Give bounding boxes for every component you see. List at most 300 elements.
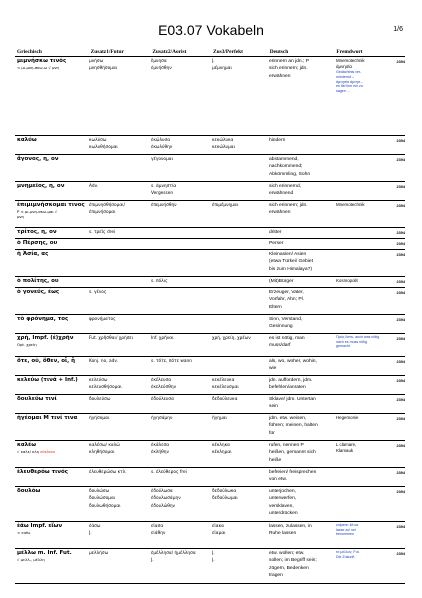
zusatz1-cell [89,334,151,342]
zusatz2-cell [151,57,212,73]
loanword-note: nach es muss nötig [336,339,367,344]
fremdwort-cell [336,155,387,156]
fremdwort-cell [336,522,387,537]
german-meaning: unterjochen, [269,489,296,494]
loanword: Mnemotechnik [336,202,365,207]
greek-note: √ καλε/ κλη εὐκλεια [17,449,55,455]
greek-word: ἐάω Impf. εἴων [17,523,63,529]
fremdwort-cell [336,376,387,377]
greek-cell [15,549,89,562]
zusatz2-form: s. πόλις [151,279,168,284]
zusatz1-form: κελεύσω [89,378,108,383]
zusatz1-form: δουλώσομαι [89,496,116,502]
greek-word: ὅτε, οὐ, ὅθεν, οἷ, ἧ [17,358,76,364]
german-meaning: befehlen/anraten [269,385,306,391]
vocab-row [15,136,405,155]
zusatz1-cell [89,136,151,152]
greek-word: ἐπιμιμνήσκομαι τινος [17,202,85,208]
german-meaning: erwähnen [269,73,291,79]
zusatz2-form: s. τότε, πότε wann [151,359,192,364]
deutsch-cell [269,201,336,217]
greek-cell [15,487,89,495]
zusatz3-cell [212,414,269,422]
page-title: E03.07 Vokabeln [158,22,264,38]
zusatz2-cell [151,522,212,538]
zusatz1-form: ἐπιμνήσομαι [89,210,116,216]
vocab-row [15,315,405,334]
greek-word: καλύω [17,137,37,143]
row-count: 2394 [396,242,405,246]
deutsch-cell [269,441,336,464]
loanword: Mnemotechnik [336,58,365,63]
row-count: 2394 [396,318,405,322]
zusatz2-cell [151,136,212,152]
vocab-row [15,376,405,395]
deutsch-cell [269,487,336,518]
deutsch-cell [269,334,336,350]
german-meaning: erinnern an jdn.; P [269,59,309,64]
zusatz1-form: ἐάσω [89,524,101,529]
greek-word: ὁ Πέρσης, ου [17,240,58,246]
fremdwort-cell [336,315,387,316]
zusatz2-form: s. ἀμνηστία [151,184,177,189]
greek-note: √ μελλ-, μέλλη [17,557,45,563]
fremdwort-cell [336,277,387,284]
zusatz2-cell [151,395,212,403]
zusatz1-form: ἡγήσομαι [89,416,110,421]
zusatz2-cell [151,155,212,163]
row-count: 2394 [396,291,405,295]
vocab-row [15,239,405,250]
fremdwort-cell [336,201,387,208]
zusatz2-cell [151,182,212,198]
greek-cell [15,441,89,454]
vocab-row [15,487,405,522]
zusatz1-cell [89,468,151,476]
german-meaning: unterwerfen, [269,496,297,502]
zusatz3-form: δεδούλευκα [212,397,238,402]
deutsch-cell [269,395,336,411]
zusatz3-cell [212,357,269,358]
german-meaning: Sinn, Verstand, [269,317,303,322]
zusatz1-form: J. [89,531,92,537]
german-meaning: sein [269,404,278,410]
german-meaning: zögern, Bedenken [269,565,309,571]
deutsch-cell [269,155,336,178]
vocab-row [15,288,405,315]
fremdwort-cell [336,250,387,251]
zusatz2-form: ἐκωλύθην [151,145,173,151]
zusatz3-cell [212,376,269,392]
greek-cell [15,277,89,285]
german-meaning: jdn. auffordern, jdm. [269,378,313,383]
row-count: 2394 [396,360,405,364]
german-meaning: für [269,430,275,436]
german-meaning: Eltern [269,304,282,310]
zusatz1-cell [89,277,151,278]
german-meaning: Vorfahr, Ahn; Pl. [269,297,305,303]
row-count: 2394 [396,379,405,383]
german-meaning: Erzeuger, Vater, [269,290,304,295]
zusatz3-form: J. [212,558,215,564]
zusatz3-cell [212,487,269,503]
vocab-row [15,182,405,201]
fremdwort-cell [336,487,387,488]
greek-cell [15,334,89,347]
german-meaning: sich erinnernd, [269,184,302,189]
greek-note-highlight: εὐκλεια [39,449,55,455]
row-count: 2394 [396,60,405,64]
row-count: 2394 [396,337,405,341]
german-meaning: (Mit)Bürger [269,279,294,284]
greek-word: ὁ πολίτης, ου [17,278,59,284]
header-zusatz1: Zusatz1/Futur [90,49,124,55]
german-meaning: Abkömmling, Sohn [269,171,311,177]
zusatz1-form: δουλεύσω [89,397,111,402]
row-count: 2394 [396,398,405,402]
greek-word: ὁ γονεύς, έως [17,289,60,295]
zusatz1-form: δουλώσω [89,489,110,494]
loanword-note: ἀμνησία ἀμνησ... [336,79,364,84]
fremdwort-cell [336,395,387,396]
header-zusatz3: Zus3/Perfekt [213,49,243,55]
zusatz3-cell [212,522,269,538]
row-count: 2394 [396,280,405,284]
vocab-row [15,395,405,414]
vocab-row [15,57,405,136]
greek-cell [15,468,89,476]
deutsch-cell [269,376,336,392]
greek-word: ἡ Ἀσία, ας [17,251,49,257]
german-meaning: Gesinnung [269,324,293,330]
zusatz3-cell [212,250,269,251]
vocab-row [15,334,405,357]
vocab-row [15,201,405,228]
greek-cell [15,136,89,144]
zusatz2-cell [151,549,212,565]
zusatz2-cell [151,228,212,229]
zusatz3-cell [212,288,269,289]
deutsch-cell [269,57,336,80]
greek-cell [15,201,89,219]
zusatz1-cell [89,549,151,557]
loanword: Kosmopolit [336,278,358,283]
german-meaning: als, wo, woher, wohin, [269,359,317,364]
zusatz2-form: Inf. χρῆναι [151,336,174,341]
greek-cell [15,522,89,535]
zusatz1-form: s. τρεῖς drei [89,230,116,235]
german-meaning: unterdrücken [269,511,298,517]
loanword-note: Die Zukunft [336,554,355,559]
greek-word: μνημεῖος, η, ον [17,183,65,189]
zusatz3-cell [212,228,269,229]
zusatz1-cell [89,414,151,422]
zusatz2-cell [151,357,212,365]
zusatz1-form: δουλωθήσομαι [89,503,121,509]
loanword-note: τὸ μέλλον, Fut. [336,550,360,554]
german-meaning: bis zum Himalaya?) [269,266,312,272]
loanword-note: sagen ... [336,88,350,93]
zusatz3-form: κεκώλυμαι [212,145,236,151]
greek-note: < μι-μνη-σκω-ω √ μνη [17,65,59,71]
header-zusatz2: Zusatz2/Aorist [152,49,187,55]
deutsch-cell [269,182,336,198]
zusatz2-cell [151,376,212,392]
zusatz3-form: J. [212,59,215,64]
vocab-row [15,468,405,487]
zusatz2-cell [151,201,212,209]
zusatz3-cell [212,468,269,469]
zusatz1-cell [89,57,151,73]
greek-cell [15,57,89,70]
vocab-row [15,549,405,584]
zusatz3-form: J. [212,551,215,556]
loanword: Klamauk [336,448,354,454]
zusatz2-form: ἐκώλυσα [151,138,171,143]
zusatz3-form: κεκώλυκα [212,138,234,143]
greek-word: κελεύω (τινά + Inf.) [17,377,78,383]
fremdwort-cell [336,334,387,349]
table-header [15,46,405,57]
zusatz1-form: ἐπιμνησθήσομαι/ [89,203,126,208]
vocab-row [15,228,405,239]
zusatz2-cell [151,334,212,342]
deutsch-cell [269,277,336,285]
zusatz3-form: κέκλημαι [212,450,232,456]
zusatz1-cell [89,487,151,510]
row-count: 2394 [396,158,405,162]
zusatz1-cell [89,182,151,190]
zusatz1-form: κωλυθήσομαι [89,145,118,151]
fremdwort-cell [336,549,387,559]
zusatz1-form: μνήσω [89,59,104,64]
zusatz3-form: κεκέλευκα [212,378,235,383]
zusatz2-cell [151,250,212,251]
fremdwort-cell [336,136,387,137]
german-meaning: wie [269,366,277,372]
zusatz3-form: κέκληκα [212,443,231,448]
zusatz1-form: κωλύσω [89,138,107,143]
zusatz2-form: ἐδουλωσάμην [151,496,181,502]
zusatz1-cell [89,522,151,538]
zusatz2-form: ἐμέλλησα/ ἠμέλλησα [151,551,196,556]
german-meaning: heiße [269,457,282,463]
zusatz3-form: εἴαμαι [212,531,226,537]
loanword-note: zulpere: ἐᾶ κα [336,523,359,527]
greek-cell [15,315,89,323]
deutsch-cell [269,315,336,331]
zusatz3-cell [212,136,269,152]
german-meaning: lassen, zulassen, in [269,524,312,529]
zusatz3-form: χρή, χρείη, χρέων [212,336,251,341]
fremdwort-cell [336,57,387,93]
zusatz2-form: ἐκέλευσα [151,378,172,383]
zusatz1-form: Konj. no, adv. [89,359,118,364]
zusatz3-form: δεδούλωκα [212,489,237,494]
german-meaning: befreien/ freisprechen [269,470,317,475]
german-meaning: heißen, gemannt sich [269,450,316,456]
zusatz1-form: Adv. [89,184,99,189]
greek-cell [15,288,89,296]
loanword-note: es fiel ihm ein zu [336,84,363,89]
zusatz2-form: ἐμνήσθην [151,66,172,72]
zusatz2-form: εἰάθην [151,531,166,537]
loanword: L clamare, [336,442,357,447]
zusatz2-form: ἐπεμνήσθην [151,203,177,208]
greek-word: χρή, Impf. (ἐ)χρῆν [17,335,74,341]
greek-cell [15,395,89,403]
row-count: 2394 [396,417,405,421]
zusatz2-form: γέγονομαι [151,157,174,162]
zusatz3-form: μέμνημαι [212,66,232,72]
zusatz1-cell [89,357,151,365]
deutsch-cell [269,468,336,484]
zusatz2-form: ἐδούλευσα [151,397,174,402]
zusatz3-form: εἴακα [212,524,224,529]
zusatz1-form: κελευσθήσομαι [89,385,122,391]
vocab-row [15,414,405,441]
greek-word: τρίτος, η, ον [17,229,57,235]
zusatz3-cell [212,239,269,240]
zusatz3-form: ἥγημαι [212,416,228,421]
zusatz2-form: J. [151,558,154,564]
fremdwort-cell [336,228,387,229]
fremdwort-cell [336,357,387,358]
deutsch-cell [269,357,336,373]
greek-word: δουλόω [17,488,41,494]
zusatz1-form: φρονήματος [89,317,116,322]
zusatz3-cell [212,57,269,73]
deutsch-cell [269,239,336,247]
zusatz1-cell [89,239,151,240]
zusatz1-form: ἐλευθερώσω κτλ. [89,470,127,475]
zusatz1-form: κληθήσομαι [89,450,115,456]
zusatz2-cell [151,315,212,316]
vocab-row [15,155,405,182]
loanword-note: mindernd – [336,75,354,79]
german-meaning: erwähnen [269,210,291,216]
greek-cell [15,357,89,365]
german-meaning: Perser [269,241,284,246]
zusatz2-cell [151,239,212,240]
loanword-note: lasse zu! sei [336,527,356,532]
fremdwort-cell [336,468,387,469]
german-meaning: erwähnend [269,191,294,197]
greek-word: καλέω [17,442,37,448]
zusatz2-cell [151,414,212,422]
deutsch-cell [269,414,336,437]
zusatz2-cell [151,277,212,285]
zusatz2-form: ἐκάλεσα [151,443,170,448]
fremdwort-cell [336,288,387,289]
greek-word: τὸ φρόνημα, τος [17,316,69,322]
german-meaning: muss/darf [269,343,291,349]
deutsch-cell [269,136,336,144]
greek-word: ἐλευθερόω τινός [17,469,69,475]
german-meaning: dritter [269,230,282,235]
row-count: 2394 [396,253,405,257]
zusatz2-form: Vergessen [151,191,174,197]
german-meaning: versklaven, [269,503,294,509]
german-meaning: sollen; im Begriff sein; [269,558,317,564]
greek-cell [15,239,89,247]
row-count: 2394 [396,185,405,189]
loanword: ἀμνησία [336,64,352,70]
german-meaning: (etwa Türkei/ Gebiet [269,259,313,265]
zusatz2-form: s. ἐλεύθερος frei [151,470,187,475]
german-meaning: tragen [269,573,283,579]
german-meaning: nachkommend; [269,164,303,170]
german-meaning: Ruhe lassen [269,531,297,537]
greek-word: ἄγονος, η, ον [17,156,59,162]
deutsch-cell [269,549,336,580]
zusatz2-form: ἐκλήθην [151,450,169,456]
vocab-row [15,250,405,277]
row-count: 2394 [396,490,405,494]
greek-note: Opt. χρείη [17,342,37,348]
greek-word: μιμνήσκω τινός [17,58,67,64]
german-meaning: jdm. etw. weisen, [269,416,307,421]
zusatz3-cell [212,395,269,403]
zusatz1-cell [89,155,151,156]
page-number: 1/6 [393,26,403,33]
zusatz3-form: δεδούλωμαι [212,496,238,502]
fremdwort-cell [336,441,387,454]
loanword: Hegemonie [336,415,359,420]
zusatz1-cell [89,376,151,392]
zusatz1-cell [89,441,151,457]
deutsch-cell [269,250,336,273]
row-count: 2394 [396,525,405,529]
german-meaning: sich erinnern; jdn. [269,203,308,208]
fremdwort-cell [336,414,387,421]
zusatz2-cell [151,441,212,457]
header-griechisch: Griechisch [17,49,42,55]
row-count: 2394 [396,139,405,143]
zusatz2-form: εἴασα [151,524,164,529]
greek-note: P < μι-μνη-σκω-μαι √ μνη [17,209,58,220]
row-count: 2394 [396,471,405,475]
greek-cell [15,182,89,190]
loanword-note: gemacht [336,344,350,349]
loanword-note: Gedächtnis ver- [336,70,362,75]
greek-note: < εαfω [17,530,31,536]
zusatz1-cell [89,395,151,403]
deutsch-cell [269,288,336,311]
zusatz3-form: ἐπιμέμνημαι [212,203,239,208]
header-fremdwort: Fremdwort [336,49,363,55]
fremdwort-cell [336,182,387,183]
german-meaning: rufen, nennen P [269,443,304,448]
greek-word: ἡγέομαι Μ τινί τινα [17,415,78,421]
vocab-row [15,441,405,468]
greek-cell [15,155,89,163]
zusatz1-cell [89,250,151,251]
zusatz1-form: μνησθήσομαι [89,66,118,72]
zusatz3-cell [212,315,269,316]
zusatz2-cell [151,288,212,289]
zusatz1-form: s. γένος [89,290,107,295]
zusatz2-form: ἐδουλώθην [151,503,175,509]
zusatz3-cell [212,441,269,457]
zusatz3-cell [212,182,269,183]
greek-cell [15,376,89,384]
zusatz2-cell [151,487,212,510]
greek-cell [15,228,89,236]
deutsch-cell [269,228,336,236]
german-meaning: von etw. [269,477,287,483]
row-count: 2394 [396,552,405,556]
